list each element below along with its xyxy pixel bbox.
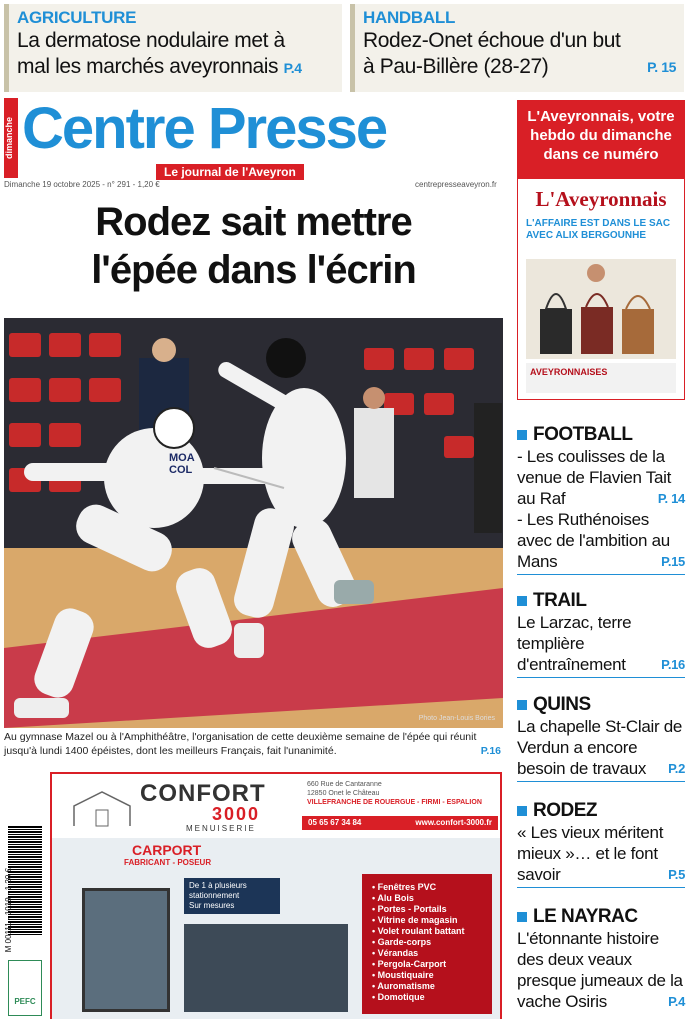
teaser-title [363, 28, 676, 80]
masthead [4, 98, 503, 178]
caption-text: Au gymnase Mazel ou à l'Amphithéâtre, l'organisation de cette deuxième semaine de l'épée qui réunit jusqu'à lundi 1400 épéistes, dont les meilleurs Français, fait l'unanimité. [4, 731, 477, 757]
section-item-text: L'étonnante histoire des deux veaux presque jumeaux de la vache Osiris [517, 929, 683, 1011]
magazine-footer: AVEYRONNAISES [526, 363, 676, 393]
promo-aveyronnais[interactable] [517, 100, 685, 400]
photo-credit: Photo Jean-Louis Bories [418, 715, 495, 722]
main-headline[interactable] [4, 198, 503, 294]
headline-line2: l'épée dans l'écrin [91, 248, 416, 292]
website-line[interactable]: centrepresseaveyron.fr [415, 180, 497, 189]
section-item-text: « Les vieux méritent mieux »… et le font savoir [517, 823, 664, 884]
house-sketch-icon [72, 788, 132, 828]
ad-address [307, 780, 482, 807]
teaser-title-line1: Rodez-Onet échoue d'un but [363, 29, 621, 52]
teaser-title-line2: à Pau-Billère (28-27) [363, 55, 549, 78]
section-item [517, 509, 685, 572]
ad-phone[interactable]: 05 65 67 34 84 [308, 818, 362, 827]
ad-header [52, 774, 500, 836]
ad-address-line3: VILLEFRANCHE DE ROUERGUE - FIRMI - ESPALION [307, 799, 482, 806]
section-item [517, 928, 685, 1012]
ad-option: Sur mesures [189, 901, 235, 910]
section-item-page: P.15 [661, 554, 685, 569]
teaser-page: P.4 [283, 60, 302, 76]
ad-product: • Auromatisme [372, 981, 482, 992]
pefc-logo: PEFC [8, 960, 42, 1016]
section-title: TRAIL [517, 590, 685, 612]
newspaper-logo: Centre Presse [22, 96, 387, 161]
ad-house-photo [184, 924, 348, 1012]
section-quins[interactable] [517, 694, 685, 782]
ad-product: • Fenêtres PVC [372, 882, 482, 893]
ad-brand-number: 3000 [212, 804, 261, 824]
teaser-agriculture[interactable] [4, 4, 342, 92]
section-rodez[interactable] [517, 800, 685, 888]
ad-product: • Garde-corps [372, 937, 482, 948]
fencer-jacket-country: COL [169, 464, 193, 476]
teaser-title-line2: mal les marchés aveyronnais [17, 55, 279, 78]
section-divider [517, 574, 685, 575]
promo-head: L'Aveyronnais, votre hebdo du dimanche dans ce numéro [518, 101, 684, 179]
headline-line1: Rodez sait mettre [95, 200, 412, 244]
section-title: RODEZ [517, 800, 685, 822]
fencer-jacket-text: MOA [169, 452, 195, 464]
ad-product: • Pergola-Carport [372, 959, 482, 970]
magazine-cover-photo [526, 259, 676, 359]
section-trail[interactable] [517, 590, 685, 678]
ad-carport-photo [82, 888, 170, 1012]
magazine-cover-line: L'AFFAIRE EST DANS LE SAC AVEC ALIX BERGOUNHE [526, 218, 671, 241]
ad-carport-title: CARPORT [132, 842, 202, 858]
price-code: M 00111 - 1019 - 1,20 € [4, 868, 13, 953]
fencing-photo-illustration [4, 318, 503, 728]
ad-product: • Volet roulant battant [372, 926, 482, 937]
section-item-page: P. 14 [657, 491, 685, 506]
caption-page: P.16 [480, 745, 501, 757]
section-item [517, 822, 685, 885]
section-item-text: La chapelle St-Clair de Verdun a encore besoin de travaux [517, 717, 683, 778]
ad-contact-bar [302, 816, 498, 830]
ad-product-list [362, 874, 492, 1014]
teaser-page: P. 15 [647, 59, 676, 75]
advertisement-confort3000[interactable] [50, 772, 502, 1019]
section-item-page: P.16 [661, 657, 685, 672]
ad-website[interactable]: www.confort-3000.fr [415, 818, 492, 827]
teaser-title-line1: La dermatose nodulaire met à [17, 29, 285, 52]
ad-product: • Portes - Portails [372, 904, 482, 915]
teaser-title [17, 28, 334, 81]
handbags-illustration [526, 259, 676, 359]
edition-strip: dimanche [4, 98, 18, 178]
ad-address-line1: 660 Rue de Cantaranne [307, 781, 382, 788]
teaser-handball[interactable] [350, 4, 684, 92]
section-football[interactable] [517, 424, 685, 575]
section-item-text: - Les Ruthénoises avec de l'ambition au Mans [517, 510, 670, 571]
ad-product: • Vérandas [372, 948, 482, 959]
section-item [517, 716, 685, 779]
main-photo [4, 318, 503, 728]
newspaper-tagline: Le journal de l'Aveyron [156, 164, 304, 180]
section-item [517, 446, 685, 509]
ad-product: • Vitrine de magasin [372, 915, 482, 926]
ad-product: • Alu Bois [372, 893, 482, 904]
section-title: FOOTBALL [517, 424, 685, 446]
photo-caption [4, 730, 503, 758]
section-divider [517, 781, 685, 782]
dateline: Dimanche 19 octobre 2025 - n° 291 - 1,20 € [4, 180, 160, 189]
section-title: QUINS [517, 694, 685, 716]
ad-brand-sub: MENUISERIE [186, 824, 256, 833]
barcode [8, 825, 42, 935]
teaser-kicker: AGRICULTURE [17, 8, 137, 27]
magazine-title: L'Aveyronnais [535, 187, 667, 211]
section-divider [517, 887, 685, 888]
ad-option: De 1 à plusieurs stationnement [189, 881, 247, 900]
ad-product: • Moustiquaire [372, 970, 482, 981]
section-title: LE NAYRAC [517, 906, 685, 928]
ad-address-line2: 12850 Onet le Château [307, 790, 380, 797]
section-item [517, 612, 685, 675]
teaser-title-line2-row [363, 54, 676, 80]
section-item-text: Le Larzac, terre templière d'entraînement [517, 613, 632, 674]
section-item-page: P.2 [668, 761, 685, 776]
section-item-page: P.4 [668, 994, 685, 1009]
section-item-page: P.5 [668, 867, 685, 882]
teaser-kicker: HANDBALL [363, 8, 456, 27]
teaser-title-line2-row [17, 54, 334, 81]
ad-carport-sub: FABRICANT - POSEUR [124, 858, 212, 867]
section-divider [517, 677, 685, 678]
ad-options [184, 878, 280, 914]
ad-product: • Domotique [372, 992, 482, 1003]
ad-brand: CONFORT [140, 780, 266, 807]
section-le-nayrac[interactable] [517, 906, 685, 1012]
section-item-text: - Les coulisses de la venue de Flavien Tait au Raf [517, 447, 672, 508]
ad-body [52, 838, 500, 1019]
